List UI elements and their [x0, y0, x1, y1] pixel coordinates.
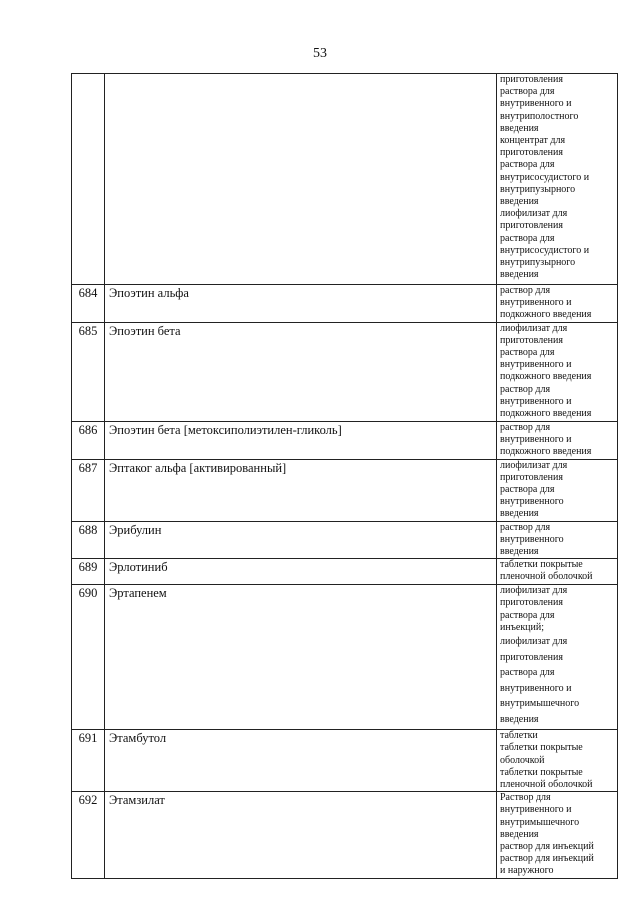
dosage-form-line: внутримышечного	[500, 816, 580, 828]
dosage-forms	[497, 459, 618, 521]
dosage-form-line: внутривенного и	[500, 297, 572, 309]
dosage-form-line: лиофилизат для	[500, 585, 568, 597]
dosage-form-line: раствор для инъекций	[500, 853, 594, 865]
drug-name: Эпоэтин бета	[105, 322, 497, 421]
dosage-form-line: инъекций;	[500, 621, 545, 633]
row-number: 690	[72, 585, 105, 730]
dosage-form-line: раствора для	[500, 347, 555, 359]
dosage-form-line: внутрисосудистого и	[500, 171, 590, 183]
table-row	[72, 74, 618, 285]
dosage-form-line: таблетки	[500, 730, 538, 742]
dosage-form-line: пленочной оболочкой	[500, 779, 593, 791]
drug-table	[71, 73, 618, 879]
dosage-form-line: введения	[500, 269, 539, 281]
drug-name	[105, 74, 497, 285]
dosage-form-line: раствора для	[500, 667, 555, 679]
dosage-forms	[497, 585, 618, 730]
dosage-form-line: таблетки покрытые	[500, 559, 583, 571]
table-row	[72, 559, 618, 585]
dosage-form-line: концентрат для	[500, 135, 566, 147]
table-row	[72, 322, 618, 421]
drug-name: Эптаког альфа [активированный]	[105, 459, 497, 521]
dosage-form-line: оболочкой	[500, 754, 545, 766]
dosage-forms	[497, 559, 618, 585]
dosage-form-line: введения	[500, 508, 539, 520]
table-row	[72, 459, 618, 521]
dosage-form-line: таблетки покрытые	[500, 766, 583, 778]
dosage-form-line: внутривенного и	[500, 359, 572, 371]
dosage-form-line: пленочной оболочкой	[500, 571, 593, 583]
dosage-form-line: приготовления	[500, 334, 563, 346]
drug-name: Эрибулин	[105, 521, 497, 559]
row-number: 687	[72, 459, 105, 521]
dosage-form-line: раствор для	[500, 521, 551, 533]
dosage-form-line: раствора для	[500, 609, 555, 621]
dosage-form-line: внутривенного и	[500, 682, 572, 694]
table-row	[72, 521, 618, 559]
dosage-form-line: приготовления	[500, 147, 563, 159]
dosage-form-line: введения	[500, 196, 539, 208]
dosage-form-line: лиофилизат для	[500, 208, 568, 220]
dosage-form-line: лиофилизат для	[500, 636, 568, 648]
dosage-form-line: раствора для	[500, 232, 555, 244]
dosage-form-line: внутривенного и	[500, 98, 572, 110]
dosage-forms	[497, 285, 618, 323]
dosage-form-line: внутривенного и	[500, 433, 572, 445]
dosage-form-line: приготовления	[500, 220, 563, 232]
drug-name: Эртапенем	[105, 585, 497, 730]
table-row	[72, 421, 618, 459]
dosage-form-line: и наружного	[500, 865, 554, 877]
dosage-form-line: лиофилизат для	[500, 322, 568, 334]
dosage-form-line: внутриполостного	[500, 110, 579, 122]
dosage-form-line: внутривенного и	[500, 395, 572, 407]
table-row	[72, 730, 618, 792]
dosage-form-line: внутривенного	[500, 496, 564, 508]
dosage-form-line: таблетки покрытые	[500, 742, 583, 754]
row-number	[72, 74, 105, 285]
dosage-form-line: приготовления	[500, 471, 563, 483]
drug-name: Эпоэтин альфа	[105, 285, 497, 323]
dosage-form-line: внутримышечного	[500, 698, 580, 710]
row-number: 688	[72, 521, 105, 559]
table-row	[72, 792, 618, 878]
drug-name: Эрлотиниб	[105, 559, 497, 585]
dosage-form-line: внутрисосудистого и	[500, 244, 590, 256]
dosage-form-line: внутрипузырного	[500, 257, 576, 269]
dosage-form-line: раствор для	[500, 383, 551, 395]
dosage-forms	[497, 421, 618, 459]
dosage-form-line: подкожного введения	[500, 408, 592, 420]
drug-name: Этамбутол	[105, 730, 497, 792]
dosage-form-line: раствор для инъекций	[500, 841, 594, 853]
row-number: 686	[72, 421, 105, 459]
dosage-form-line: введения	[500, 713, 539, 725]
table-row	[72, 585, 618, 730]
dosage-form-line: раствора для	[500, 86, 555, 98]
page-number: 53	[313, 46, 327, 61]
row-number: 685	[72, 322, 105, 421]
drug-name: Этамзилат	[105, 792, 497, 878]
dosage-forms	[497, 730, 618, 792]
dosage-form-line: приготовления	[500, 597, 563, 609]
row-number: 689	[72, 559, 105, 585]
dosage-forms	[497, 74, 618, 285]
dosage-form-line: приготовления	[500, 651, 563, 663]
row-number: 691	[72, 730, 105, 792]
row-number: 684	[72, 285, 105, 323]
dosage-form-line: внутривенного	[500, 533, 564, 545]
dosage-form-line: приготовления	[500, 74, 563, 85]
dosage-form-line: раствор для	[500, 421, 551, 433]
drug-name: Эпоэтин бета [метоксиполиэтилен-гликоль]	[105, 421, 497, 459]
dosage-forms	[497, 521, 618, 559]
dosage-form-line: введения	[500, 828, 539, 840]
dosage-form-line: раствора для	[500, 159, 555, 171]
dosage-form-line: раствора для	[500, 484, 555, 496]
dosage-form-line: лиофилизат для	[500, 459, 568, 471]
dosage-form-line: подкожного введения	[500, 309, 592, 321]
table-row	[72, 285, 618, 323]
dosage-forms	[497, 792, 618, 878]
dosage-forms	[497, 322, 618, 421]
dosage-form-line: подкожного введения	[500, 371, 592, 383]
dosage-form-line: введения	[500, 122, 539, 134]
dosage-form-line: введения	[500, 546, 539, 558]
row-number: 692	[72, 792, 105, 878]
dosage-form-line: внутривенного и	[500, 804, 572, 816]
dosage-form-line: Раствор для	[500, 792, 551, 804]
dosage-form-line: подкожного введения	[500, 446, 592, 458]
dosage-form-line: раствор для	[500, 285, 551, 296]
dosage-form-line: внутрипузырного	[500, 183, 576, 195]
